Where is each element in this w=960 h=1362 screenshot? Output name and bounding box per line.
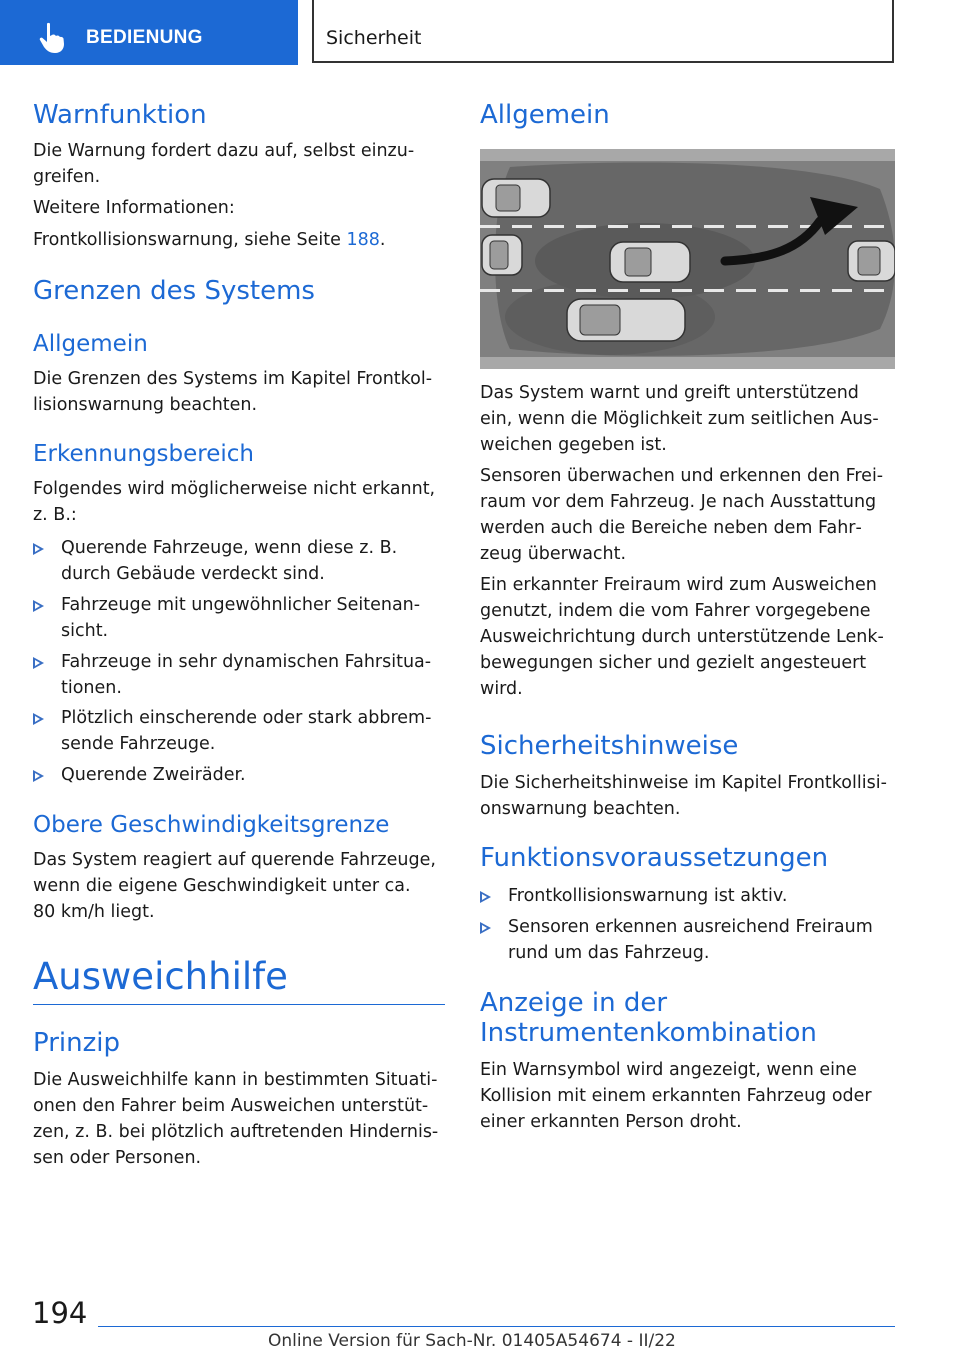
footer-rule <box>98 1326 895 1327</box>
page-number: 194 <box>32 1296 88 1330</box>
grenzen-heading: Grenzen des Systems <box>33 276 315 306</box>
triangle-bullet-icon <box>33 713 44 725</box>
anzeige-heading-line1: Anzeige in der <box>480 988 668 1018</box>
cross-reference-end: . <box>379 230 386 250</box>
section-label: BEDIENUNG <box>86 27 203 48</box>
ausweichhilfe-heading: Ausweichhilfe <box>33 955 288 998</box>
allgemein-p2-line3: werden auch die Bereiche neben dem Fahr‐ <box>480 518 862 538</box>
erkennungsbereich-line1: Folgendes wird möglicherweise nicht erkannt, <box>33 479 436 499</box>
hand-pointer-icon <box>38 22 68 54</box>
list-item-line1: Frontkollisionswarnung ist aktiv. <box>508 886 788 906</box>
grenzen-allgemein-heading: Allgemein <box>33 331 148 357</box>
weitere-info-text: Weitere Informationen: <box>33 198 235 218</box>
prinzip-line1: Die Ausweichhilfe kann in bestimmten Situati‐ <box>33 1070 438 1090</box>
warnfunktion-text-line2: greifen. <box>33 167 101 187</box>
triangle-bullet-icon <box>33 657 44 669</box>
heading-rule <box>33 1004 445 1005</box>
sicherheitshinweise-line2: onswarnung beachten. <box>480 799 681 819</box>
allgemein-p3-line3: Ausweichrichtung durch unterstützende Lenk‐ <box>480 627 884 647</box>
sicherheitshinweise-heading: Sicherheitshinweise <box>480 731 739 761</box>
allgemein-p1-line2: ein, wenn die Möglichkeit zum seitlichen Aus‐ <box>480 409 879 429</box>
list-item-line2: sicht. <box>61 620 109 641</box>
chapter-title: Sicherheit <box>326 27 422 49</box>
road-illustration <box>480 149 895 369</box>
allgemein-p2-line1: Sensoren überwachen und erkennen den Frei‐ <box>480 466 884 486</box>
anzeige-line3: einer erkannten Person droht. <box>480 1112 742 1132</box>
warnfunktion-heading: Warnfunktion <box>33 100 207 130</box>
prinzip-line3: zen, z. B. bei plötzlich auftretenden Hindernis‐ <box>33 1122 439 1142</box>
road-scene-image <box>480 149 895 369</box>
triangle-bullet-icon <box>33 543 44 555</box>
list-item-line2: tionen. <box>61 677 122 698</box>
allgemein-p3-line4: bewegungen sicher und gezielt angesteuert <box>480 653 867 673</box>
list-item-line2: sende Fahrzeuge. <box>61 733 216 754</box>
triangle-bullet-icon <box>33 600 44 612</box>
prinzip-line4: sen oder Personen. <box>33 1148 202 1168</box>
warnfunktion-text-line1: Die Warnung fordert dazu auf, selbst einzu‐ <box>33 141 415 161</box>
list-item-line1: Plötzlich einscherende oder stark abbrem‐ <box>61 708 432 728</box>
online-version-text: Online Version für Sach-Nr. 01405A54674 - II/22 <box>268 1331 676 1351</box>
obere-grenze-line1: Das System reagiert auf querende Fahrzeuge, <box>33 850 436 870</box>
section-tab <box>0 0 298 65</box>
anzeige-heading-line2: Instrumentenkombination <box>480 1018 817 1048</box>
allgemein-p2-line4: zeug überwacht. <box>480 544 627 564</box>
allgemein-p3-line5: wird. <box>480 679 523 699</box>
list-item-line2: rund um das Fahrzeug. <box>508 942 710 963</box>
list-item-line1: Fahrzeuge in sehr dynamischen Fahrsitua‐ <box>61 652 432 672</box>
obere-grenze-line2: wenn die eigene Geschwindigkeit unter ca. <box>33 876 411 896</box>
allgemein-p2-line2: raum vor dem Fahrzeug. Je nach Ausstattung <box>480 492 877 512</box>
allgemein-heading: Allgemein <box>480 100 610 130</box>
allgemein-p1-line3: weichen gegeben ist. <box>480 435 667 455</box>
prinzip-line2: onen den Fahrer beim Ausweichen unterstüt‐ <box>33 1096 429 1116</box>
list-item-line1: Sensoren erkennen ausreichend Freiraum <box>508 917 873 937</box>
anzeige-line2: Kollision mit einem erkannten Fahrzeug oder <box>480 1086 872 1106</box>
anzeige-line1: Ein Warnsymbol wird angezeigt, wenn eine <box>480 1060 857 1080</box>
allgemein-p3-line1: Ein erkannter Freiraum wird zum Ausweichen <box>480 575 877 595</box>
funktionsvoraussetzungen-heading: Funktionsvoraussetzungen <box>480 843 829 873</box>
sicherheitshinweise-line1: Die Sicherheitshinweise im Kapitel Frontkollisi‐ <box>480 773 887 793</box>
obere-grenze-heading: Obere Geschwindigkeitsgrenze <box>33 812 390 838</box>
page-link[interactable]: 188 <box>346 230 380 250</box>
allgemein-p3-line2: genutzt, indem die vom Fahrer vorgegebene <box>480 601 871 621</box>
list-item-line1: Fahrzeuge mit ungewöhnlicher Seitenan‐ <box>61 595 421 615</box>
prinzip-heading: Prinzip <box>33 1028 120 1058</box>
list-item-line2: durch Gebäude verdeckt sind. <box>61 563 325 584</box>
grenzen-allgemein-line1: Die Grenzen des Systems im Kapitel Frontkol‐ <box>33 369 433 389</box>
triangle-bullet-icon <box>480 891 491 903</box>
chapter-header <box>312 0 894 63</box>
triangle-bullet-icon <box>33 770 44 782</box>
obere-grenze-line3: 80 km/h liegt. <box>33 902 155 922</box>
cross-reference <box>33 228 385 254</box>
cross-reference-text: Frontkollisionswarnung, siehe Seite <box>33 230 347 250</box>
allgemein-p1-line1: Das System warnt und greift unterstützend <box>480 383 859 403</box>
list-item-line1: Querende Fahrzeuge, wenn diese z. B. <box>61 538 398 558</box>
triangle-bullet-icon <box>480 922 491 934</box>
list-item-line1: Querende Zweiräder. <box>61 765 246 785</box>
erkennungsbereich-heading: Erkennungsbereich <box>33 441 254 467</box>
erkennungsbereich-line2: z. B.: <box>33 505 77 525</box>
grenzen-allgemein-line2: lisionswarnung beachten. <box>33 395 258 415</box>
